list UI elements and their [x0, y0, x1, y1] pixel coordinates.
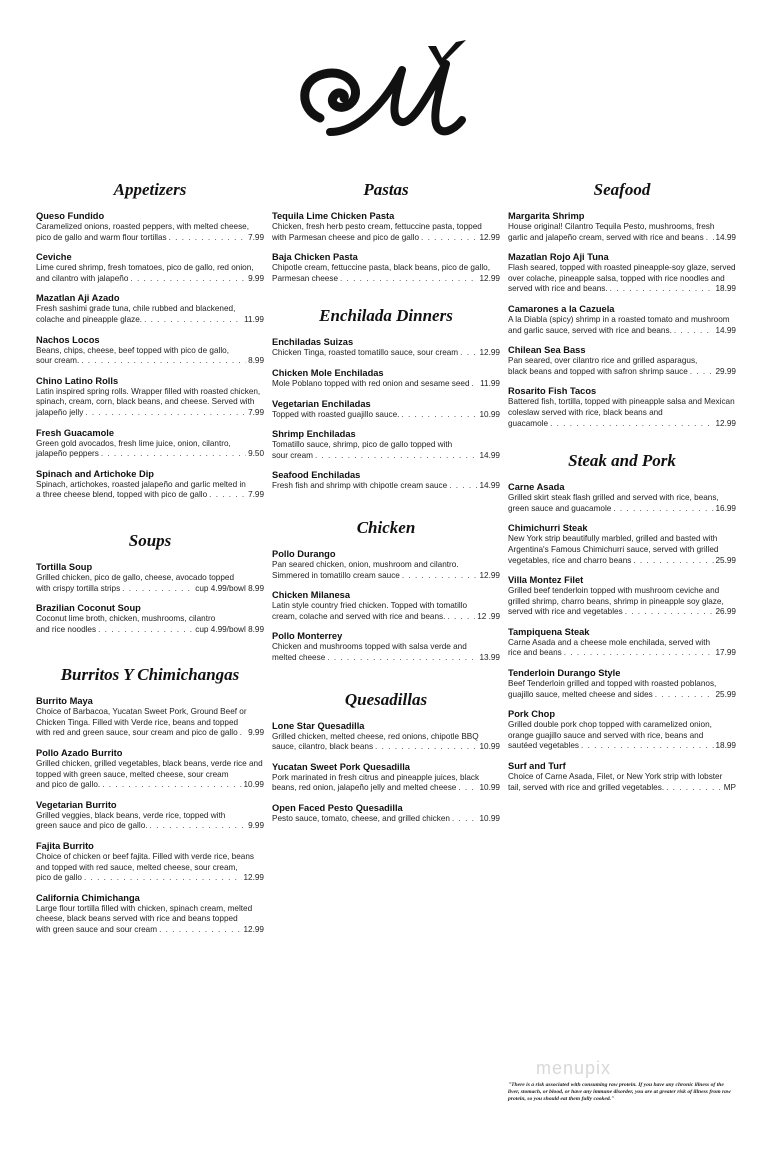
item-name: Tampiquena Steak	[508, 626, 590, 637]
item-price: 16.99	[715, 503, 736, 513]
menu-item	[508, 303, 736, 336]
item-description-end: Fresh fish and shrimp with chipotle cream sauce	[272, 481, 448, 491]
item-name: Mazatlan Rojo Aji Tuna	[508, 252, 609, 263]
dot-leader	[666, 783, 722, 794]
item-price: 10.99	[479, 409, 500, 419]
item-description-end: pico de gallo and warm flour tortillas	[36, 232, 167, 242]
menu-item	[36, 892, 264, 936]
item-price-line	[272, 410, 500, 421]
dot-leader	[452, 814, 478, 825]
dot-leader	[375, 742, 477, 753]
dot-leader	[84, 873, 242, 884]
dot-leader	[633, 556, 713, 567]
dot-leader	[706, 233, 714, 244]
item-description-end: jalapeño jelly	[36, 407, 84, 417]
menu-item	[36, 695, 264, 739]
item-name: Enchiladas Suizas	[272, 337, 354, 348]
dot-leader	[98, 625, 193, 636]
item-description: Tomatillo sauce, shrimp, pico de gallo topped with	[272, 440, 453, 450]
item-description-end: guacamole	[508, 418, 549, 428]
menu-item	[36, 251, 264, 284]
section-quesadillas	[272, 690, 500, 825]
watermark: menupix	[536, 1058, 612, 1078]
item-description: Chicken and mushrooms topped with salsa verde and	[272, 642, 467, 652]
item-description-end: Parmesan cheese	[272, 273, 338, 283]
item-price: 26.99	[715, 607, 736, 617]
item-price-line	[272, 233, 500, 244]
item-description-end: sour cream.	[36, 356, 80, 366]
item-price: 13.99	[479, 652, 500, 662]
item-price: 12.99	[715, 418, 736, 428]
menu-item	[36, 292, 264, 325]
dot-leader	[102, 780, 241, 791]
item-description: Grilled double pork chop topped with caramelized onion, orange guajillo sauce and served with rice, beans and	[508, 720, 712, 740]
item-price: 10.99	[479, 742, 500, 752]
item-name: Lone Star Quesadilla	[272, 720, 365, 731]
item-price-line	[508, 367, 736, 378]
item-description: Grilled chicken, grilled vegetables, black beans, verde rice and topped with green sauce, melted cheese, sour cream	[36, 759, 263, 779]
item-description-end: Pesto sauce, tomato, cheese, and grilled chicken	[272, 813, 450, 823]
dot-leader	[458, 783, 477, 794]
item-description: Lime cured shrimp, fresh tomatoes, pico de gallo, red onion,	[36, 263, 254, 273]
item-name: Yucatan Sweet Pork Quesadilla	[272, 761, 410, 772]
item-name: Pollo Monterrey	[272, 631, 343, 642]
item-price-line	[508, 284, 736, 295]
section-seafood	[508, 180, 736, 429]
item-name: Surf and Turf	[508, 761, 566, 772]
item-description: Latin style country fried chicken. Topped with tomatillo	[272, 601, 468, 611]
item-name: Chicken Mole Enchiladas	[272, 367, 384, 378]
dot-leader	[144, 315, 242, 326]
item-description-end: melted cheese	[272, 652, 326, 662]
item-price-line	[508, 783, 736, 794]
dot-leader	[447, 612, 475, 623]
menu-item	[36, 561, 264, 594]
item-description-end: Simmered in tomatillo cream sauce	[272, 570, 400, 580]
item-name: Baja Chicken Pasta	[272, 252, 358, 263]
item-name: Camarones a la Cazuela	[508, 303, 615, 314]
section-steak-pork	[508, 451, 736, 793]
section-title: Pastas	[363, 180, 409, 199]
item-price: 12.99	[479, 232, 500, 242]
item-price-line	[508, 648, 736, 659]
item-price-line	[36, 408, 264, 419]
item-price-line	[508, 419, 736, 430]
dot-leader	[169, 233, 246, 244]
dot-leader	[85, 408, 246, 419]
item-name: Chicken Milanesa	[272, 590, 351, 601]
item-name: Vegetarian Burrito	[36, 799, 117, 810]
item-description-end: green sauce and guacamole	[508, 503, 612, 513]
dot-leader	[655, 690, 714, 701]
menu-item	[272, 469, 500, 492]
item-price-line	[272, 814, 500, 825]
section-title: Soups	[128, 530, 172, 550]
item-price-line	[508, 326, 736, 337]
section-title: Steak and Pork	[568, 451, 676, 471]
item-price: cup 4.99/bowl 8.99	[195, 624, 264, 634]
item-description: Choice of Carne Asada, Filet, or New York strip with lobster	[508, 772, 723, 782]
item-name: Pollo Azado Burrito	[36, 748, 123, 759]
item-description-end: and rice noodles	[36, 624, 97, 634]
section-title: Enchilada Dinners	[319, 306, 453, 326]
item-description-end: and garlic sauce, served with rice and beans.	[508, 325, 672, 335]
item-price-line	[36, 873, 264, 884]
item-price-line	[36, 490, 264, 501]
item-description: Choice of chicken or beef fajita. Filled with verde rice, beans and topped with red sauce, melted cheese, sour cream,	[36, 852, 254, 872]
item-name: Tenderloin Durango Style	[508, 668, 621, 679]
dot-leader	[613, 504, 713, 515]
menu-item	[508, 760, 736, 793]
dot-leader	[449, 481, 477, 492]
item-price-line	[36, 584, 264, 595]
menu-item	[36, 334, 264, 367]
dot-leader	[690, 367, 714, 378]
item-price: 18.99	[715, 741, 736, 751]
item-description-end: vegetables, rice and charro beans	[508, 555, 632, 565]
item-price: 14.99	[715, 232, 736, 242]
item-description: Latin inspired spring rolls. Wrapper filled with roasted chicken, spinach, cream, corn, black beans, and cheese. Served with	[36, 386, 261, 407]
menu-item	[272, 251, 500, 284]
menu-item	[272, 398, 500, 421]
item-price: 12.99	[243, 873, 264, 883]
menu-item	[508, 385, 736, 429]
item-description: Chicken, fresh herb pesto cream, fettuccine pasta, topped	[272, 222, 482, 231]
item-price-line	[36, 728, 264, 739]
item-price: 10.99	[479, 813, 500, 823]
item-price: 9.50	[248, 449, 264, 459]
item-description-end: guajillo sauce, melted cheese and sides	[508, 689, 653, 699]
item-description-end: Chicken Tinga, roasted tomatillo sauce, sour cream	[272, 348, 459, 358]
item-price: 9.99	[248, 821, 264, 831]
dot-leader	[209, 490, 246, 501]
menu-item	[272, 761, 500, 794]
menu-item	[36, 799, 264, 832]
dot-leader	[421, 233, 477, 244]
item-price: 25.99	[715, 689, 736, 699]
item-description: Beans, chips, cheese, beef topped with pico de gallo,	[36, 345, 229, 355]
item-description-end: cream, colache and served with rice and beans.	[272, 611, 446, 621]
item-name: Brazilian Coconut Soup	[36, 603, 141, 614]
item-description-end: beans, red onion, jalapeño jelly and melted cheese	[272, 783, 457, 793]
item-description: Choice of Barbacoa, Yucatan Sweet Pork, Ground Beef or Chicken Tinga. Filled with Verde rice, beans and topped	[36, 707, 247, 727]
item-price-line	[36, 356, 264, 367]
menu-item	[36, 747, 264, 791]
section-soups	[36, 531, 264, 635]
menu-item	[272, 210, 500, 243]
item-description-end: colache and pineapple glaze.	[36, 314, 143, 324]
item-price: 12.99	[479, 273, 500, 283]
menu-item	[272, 548, 500, 581]
item-price: 9.99	[248, 273, 264, 283]
dot-leader	[101, 449, 246, 460]
item-price: 7.99	[248, 407, 264, 417]
item-description: Grilled chicken, melted cheese, red onions, chipotle BBQ	[272, 731, 479, 741]
menu-item	[272, 367, 500, 390]
item-price: 7.99	[248, 490, 264, 500]
menu-item	[508, 481, 736, 514]
menu-item	[508, 574, 736, 618]
menu-item	[36, 840, 264, 884]
menu-item	[508, 626, 736, 659]
item-description-end: rice and beans	[508, 648, 562, 658]
dot-leader	[315, 451, 478, 462]
menu-item	[272, 630, 500, 663]
item-description: Green gold avocados, fresh lime juice, onion, cilantro,	[36, 438, 231, 448]
item-price-line	[272, 348, 500, 359]
item-name: Margarita Shrimp	[508, 211, 585, 221]
item-price-line	[272, 451, 500, 462]
item-description-end: sauce, cilantro, black beans	[272, 742, 374, 752]
item-description: Caramelized onions, roasted peppers, with melted cheese,	[36, 222, 249, 231]
item-name: Carne Asada	[508, 482, 565, 493]
section-burritos	[36, 665, 264, 935]
section-title: Quesadillas	[344, 689, 428, 709]
item-name: Burrito Maya	[36, 696, 93, 707]
item-price: 14.99	[715, 325, 736, 335]
menu-item	[272, 802, 500, 825]
item-price-line	[272, 274, 500, 285]
item-description-end: served with rice and beans.	[508, 284, 608, 294]
item-name: Chilean Sea Bass	[508, 345, 586, 356]
item-price-line	[36, 274, 264, 285]
item-price-line	[36, 233, 264, 244]
item-description: New York strip beautifully marbled, grilled and basted with Argentina's Famous Chimichurri sauce, served with grilled	[508, 534, 719, 554]
item-description: Grilled beef tenderloin topped with mushroom ceviche and grilled shrimp, charro beans, shrimp in pineapple soy glaze,	[508, 586, 724, 606]
item-description: Grilled veggies, black beans, verde rice, topped with	[36, 810, 226, 820]
item-price-line	[508, 504, 736, 515]
item-price: 11.99	[244, 314, 264, 324]
dot-leader	[240, 728, 246, 739]
item-price-line	[508, 556, 736, 567]
item-description-end: black beans and topped with safron shrimp sauce	[508, 366, 688, 376]
item-price-line	[36, 449, 264, 460]
item-price-line	[508, 690, 736, 701]
dot-leader	[327, 653, 477, 664]
item-name: Tortilla Soup	[36, 561, 93, 572]
item-description-end: and cilantro with jalapeño	[36, 273, 129, 283]
item-description-end: Mole Poblano topped with red onion and sesame seed	[272, 378, 470, 388]
menu-item	[272, 428, 500, 461]
item-price: 10.99	[479, 783, 500, 793]
menu-item	[508, 522, 736, 566]
item-description: Spinach, artichokes, roasted jalapeño and garlic melted in	[36, 479, 246, 489]
item-price: 12.99	[479, 348, 500, 358]
item-price: MP	[723, 782, 736, 792]
menu-item	[508, 667, 736, 700]
item-price-line	[272, 379, 500, 390]
item-name: California Chimichanga	[36, 892, 140, 903]
dot-leader	[460, 348, 477, 359]
section-title: Chicken	[356, 517, 416, 537]
item-price-line	[508, 233, 736, 244]
item-description-end: sour cream	[272, 450, 313, 460]
dot-leader	[340, 274, 478, 285]
item-name: Mazatlan Aji Azado	[36, 293, 120, 304]
item-price: 18.99	[715, 284, 736, 294]
menu-item	[508, 708, 736, 752]
item-price: 9.99	[248, 728, 264, 738]
dot-leader	[550, 419, 713, 430]
column-middle	[272, 176, 500, 846]
item-description: A la Diabla (spicy) shrimp in a roasted tomato and mushroom	[508, 314, 730, 324]
menu-item	[508, 210, 736, 243]
item-description-end: with red and green sauce, sour cream and pico de gallo	[36, 728, 238, 738]
item-price: 8.99	[248, 356, 264, 366]
item-name: Pork Chop	[508, 709, 556, 720]
item-name: Fajita Burrito	[36, 841, 94, 852]
item-price-line	[272, 481, 500, 492]
dot-leader	[159, 925, 241, 936]
section-appetizers	[36, 180, 264, 501]
item-description-end: sautéed vegetables	[508, 741, 580, 751]
menu-item	[36, 468, 264, 501]
item-price-line	[508, 741, 736, 752]
menu-item	[272, 589, 500, 622]
item-description-end: garlic and jalapeño cream, served with rice and beans	[508, 232, 704, 242]
item-price: 12.99	[243, 925, 264, 934]
section-enchiladas	[272, 306, 500, 492]
item-description: Flash seared, topped with roasted pineapple-soy glaze, served over colache, pineapple salsa, topped with rice noodles and	[508, 263, 736, 283]
item-description-end: green sauce and pico de gallo.	[36, 821, 148, 831]
item-name: Chimichurri Steak	[508, 523, 588, 534]
menu-item	[272, 720, 500, 753]
item-description: Grilled skirt steak flash grilled and served with rice, beans,	[508, 493, 719, 503]
dot-leader	[472, 379, 479, 390]
item-name: Ceviche	[36, 252, 72, 263]
item-name: Tequila Lime Chicken Pasta	[272, 211, 395, 221]
item-price: 14.99	[479, 450, 500, 460]
item-description-end: served with rice and vegetables	[508, 607, 623, 617]
item-price: 12.99	[479, 570, 500, 580]
item-price: 14.99	[479, 481, 500, 491]
dot-leader	[625, 607, 714, 618]
dot-leader	[150, 821, 247, 832]
menu-item	[508, 344, 736, 377]
item-name: Nachos Locos	[36, 334, 100, 345]
item-price-line	[272, 783, 500, 794]
item-description: Chipotle cream, fettuccine pasta, black beans, pico de gallo,	[272, 263, 491, 273]
item-name: Seafood Enchiladas	[272, 470, 361, 481]
item-description: Fresh sashimi grade tuna, chile rubbed and blackened,	[36, 304, 236, 314]
section-chicken	[272, 518, 500, 664]
item-description-end: a three cheese blend, topped with pico de gallo	[36, 490, 208, 500]
item-description: Coconut lime broth, chicken, mushrooms, cilantro	[36, 614, 216, 624]
column-left	[36, 176, 264, 958]
dot-leader	[401, 410, 477, 421]
dot-leader	[402, 571, 478, 582]
item-description-end: with green sauce and sour cream	[36, 925, 158, 934]
dot-leader	[610, 284, 714, 295]
section-title: Appetizers	[113, 180, 187, 199]
item-price: 25.99	[715, 555, 736, 565]
item-price: cup 4.99/bowl 8.99	[195, 583, 264, 593]
item-description: Pork marinated in fresh citrus and pineapple juices, black	[272, 772, 480, 782]
item-description: Pan seared, over cilantro rice and grilled asparagus,	[508, 356, 698, 366]
item-description-end: jalapeño peppers	[36, 449, 99, 459]
item-price-line	[36, 780, 264, 791]
item-description: Carne Asada and a cheese mole enchilada, served with	[508, 637, 711, 647]
item-price-line	[508, 607, 736, 618]
item-price-line	[36, 625, 264, 636]
item-price: 7.99	[248, 232, 264, 242]
item-price: 17.99	[715, 648, 736, 658]
menu-item	[36, 210, 264, 243]
item-price-line	[272, 612, 500, 623]
restaurant-logo	[290, 40, 480, 150]
item-description-end: with Parmesan cheese and pico de gallo	[272, 232, 420, 242]
column-right	[508, 176, 736, 815]
section-title: Seafood	[593, 180, 651, 199]
item-price-line	[36, 821, 264, 832]
item-price-line	[36, 925, 264, 936]
dot-leader	[122, 584, 193, 595]
menu-item	[272, 336, 500, 359]
item-description-end: tail, served with rice and grilled vegetables.	[508, 782, 665, 792]
item-price: 12 .99	[477, 611, 500, 621]
item-price: 11.99	[480, 378, 500, 388]
item-name: Open Faced Pesto Quesadilla	[272, 802, 403, 813]
dot-leader	[81, 356, 246, 367]
section-pastas	[272, 180, 500, 284]
item-price-line	[36, 315, 264, 326]
item-description: Grilled chicken, pico de gallo, cheese, avocado topped	[36, 572, 234, 582]
section-title: Burritos Y Chimichangas	[60, 665, 240, 685]
item-description-end: Topped with roasted guajillo sauce.	[272, 409, 400, 419]
item-description: Large flour tortilla filled with chicken, spinach cream, melted cheese, black beans served with rice and beans topped	[36, 903, 253, 924]
item-description-end: and pico de gallo.	[36, 780, 101, 790]
item-price-line	[272, 571, 500, 582]
item-name: Chino Latino Rolls	[36, 375, 119, 386]
item-price: 29.99	[715, 366, 736, 376]
dot-leader	[581, 741, 713, 752]
item-name: Vegetarian Enchiladas	[272, 398, 371, 409]
item-description: Pan seared chicken, onion, mushroom and cilantro.	[272, 559, 459, 569]
item-description-end: pico de gallo	[36, 873, 82, 883]
item-price-line	[272, 653, 500, 664]
item-description: House original! Cilantro Tequila Pesto, mushrooms, fresh	[508, 222, 715, 231]
item-name: Spinach and Artichoke Dip	[36, 468, 154, 479]
item-price: 10.99	[243, 780, 264, 790]
menu-item	[508, 251, 736, 295]
item-name: Shrimp Enchiladas	[272, 429, 356, 440]
item-description: Battered fish, tortilla, topped with pineapple salsa and Mexican coleslaw served with rice, black beans and	[508, 397, 735, 417]
item-name: Queso Fundido	[36, 211, 105, 221]
dot-leader	[674, 326, 714, 337]
item-name: Pollo Durango	[272, 548, 336, 559]
menu-item	[36, 602, 264, 635]
item-name: Fresh Guacamole	[36, 427, 115, 438]
item-name: Rosarito Fish Tacos	[508, 386, 597, 397]
item-description-end: with crispy tortilla strips	[36, 583, 121, 593]
menu-item	[36, 427, 264, 460]
dot-leader	[130, 274, 246, 285]
menu-item	[36, 375, 264, 419]
item-description: Beef Tenderloin grilled and topped with roasted poblanos,	[508, 679, 717, 689]
raw-protein-disclaimer: "There is a risk associated with consuming raw protein. If you have any chronic illness of the liver, stomach, or blood, or have any immune disorder, you are at greater risk of illness from raw protein, so you should eat them fully cooked."	[508, 1082, 731, 1102]
item-name: Villa Montez Filet	[508, 575, 584, 586]
dot-leader	[564, 648, 714, 659]
item-price-line	[272, 742, 500, 753]
